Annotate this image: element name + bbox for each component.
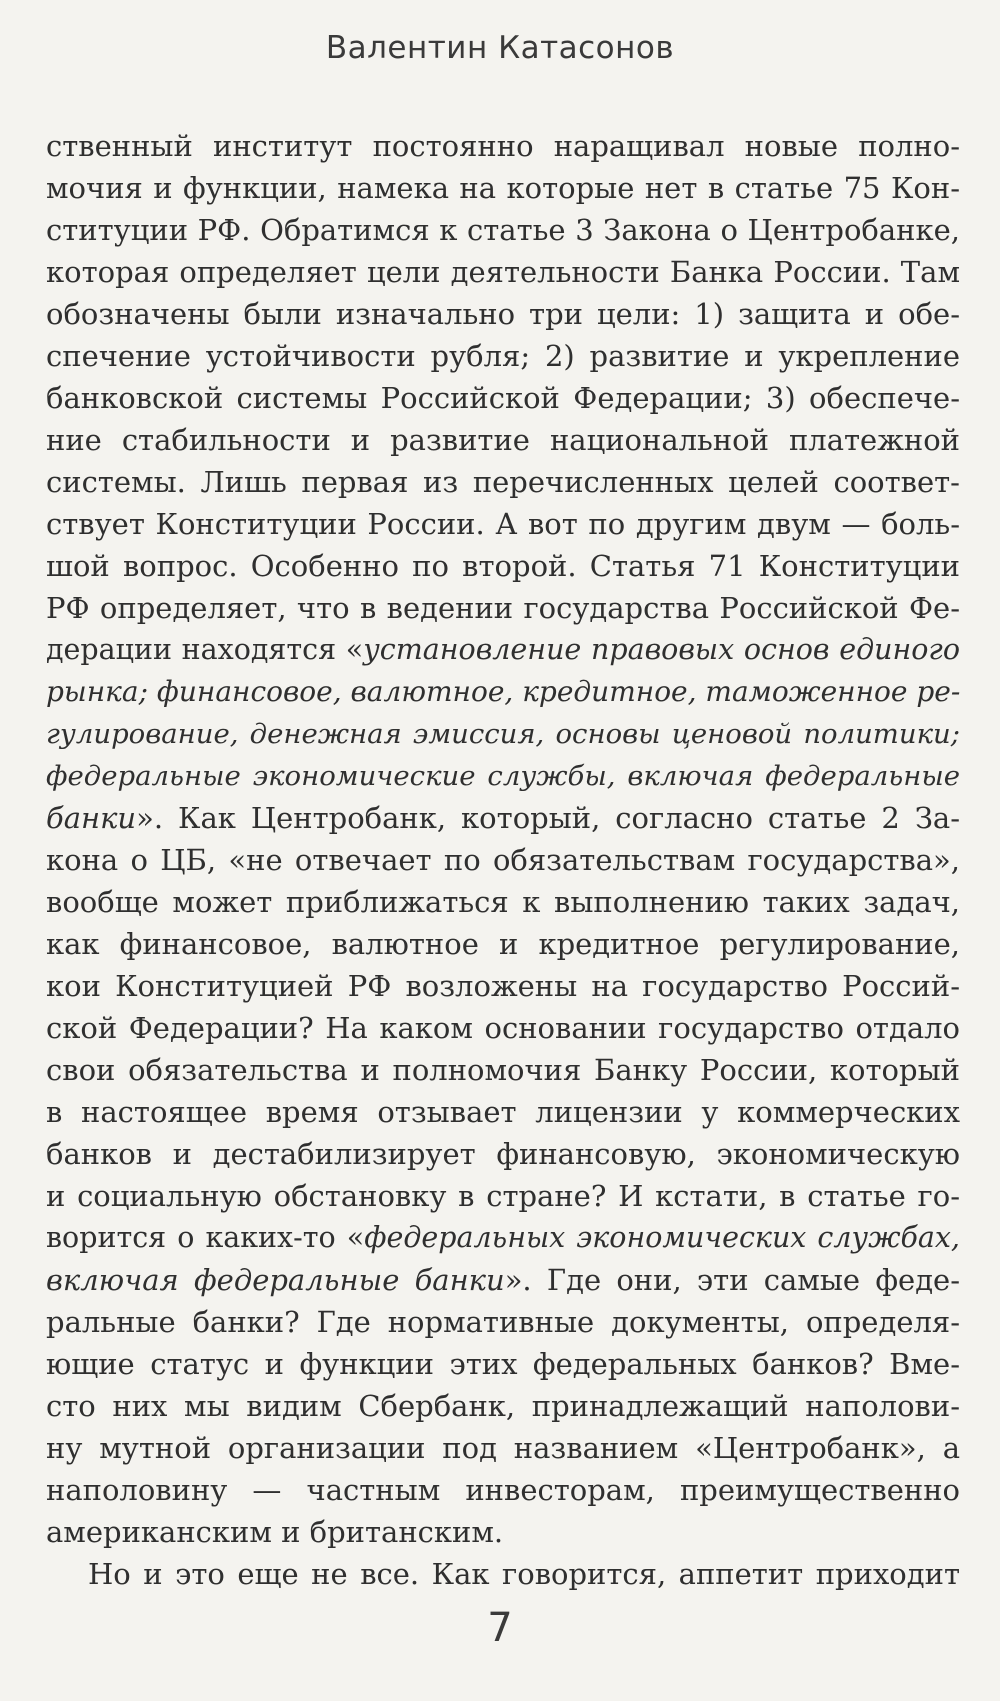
text-line <box>46 629 960 671</box>
text-segment: сто них мы видим Сбербанк, принадлежащий наполови- <box>46 1389 960 1423</box>
text-line <box>46 1175 960 1217</box>
italic-quote-segment: рынка; финансовое, валютное, кредитное, таможенное ре- <box>46 675 960 708</box>
text-segment: шой вопрос. Особенно по второй. Статья 71 Конституции <box>46 549 960 583</box>
text-segment: и социальную обстановку в стране? И кстати, в статье го- <box>46 1179 960 1213</box>
text-line <box>46 545 960 587</box>
text-line <box>46 587 960 629</box>
italic-quote-segment: гулирование, денежная эмиссия, основы ценовой политики; <box>46 718 960 750</box>
text-line <box>46 671 960 713</box>
italic-quote-segment: федеральных экономических службах, <box>364 1221 960 1254</box>
text-segment: кона о ЦБ, «не отвечает по обязательствам государства», <box>46 843 960 877</box>
text-segment: ющие статус и функции этих федеральных банков? Вме- <box>46 1347 960 1381</box>
text-line <box>46 125 960 167</box>
running-header-author: Валентин Катасонов <box>325 30 675 66</box>
text-segment: ». Где они, эти самые феде- <box>504 1263 960 1297</box>
text-line <box>46 461 960 503</box>
italic-quote-segment: федеральные экономические службы, включая федеральные <box>46 760 960 792</box>
text-segment: банков и дестабилизирует финансовую, экономическую <box>46 1137 960 1171</box>
text-segment: спечение устойчивости рубля; 2) развитие и укрепление <box>46 339 960 373</box>
text-line <box>46 1511 960 1553</box>
text-line <box>46 1343 960 1385</box>
text-line <box>46 1301 960 1343</box>
text-segment: системы. Лишь первая из перечисленных целей соответ- <box>46 465 960 499</box>
text-segment: ствует Конституции России. А вот по другим двум — боль- <box>46 507 960 541</box>
text-line <box>46 335 960 377</box>
text-segment: Но и это еще не все. Как говорится, аппетит приходит <box>88 1557 960 1591</box>
text-line <box>46 965 960 1007</box>
text-line <box>46 881 960 923</box>
text-line <box>46 167 960 209</box>
text-line <box>46 839 960 881</box>
text-line <box>46 1007 960 1049</box>
text-line <box>46 1091 960 1133</box>
text-segment: свои обязательства и полномочия Банку России, который <box>46 1053 960 1087</box>
text-line <box>46 419 960 461</box>
text-line <box>46 923 960 965</box>
text-segment: наполовину — частным инвесторам, преимущественно <box>46 1473 960 1507</box>
text-segment: банковской системы Российской Федерации; 3) обеспече- <box>46 381 960 415</box>
text-line <box>46 1217 960 1259</box>
text-segment: которая определяет цели деятельности Банка России. Там <box>46 255 960 289</box>
text-line <box>46 293 960 335</box>
text-segment: кои Конституцией РФ возложены на государство Россий- <box>46 969 960 1003</box>
text-segment: ственный институт постоянно наращивал новые полно- <box>46 129 960 163</box>
text-segment: обозначены были изначально три цели: 1) защита и обе- <box>46 297 960 331</box>
text-line <box>46 1385 960 1427</box>
text-line <box>46 251 960 293</box>
text-segment: ние стабильности и развитие национальной платежной <box>46 423 960 457</box>
text-segment: ституции РФ. Обратимся к статье 3 Закона о Центробанке, <box>46 213 960 247</box>
italic-quote-segment: установление правовых основ единого <box>363 633 960 666</box>
text-line <box>46 797 960 839</box>
text-line <box>46 1259 960 1301</box>
text-line <box>46 713 960 755</box>
text-segment: американским и британским. <box>46 1515 504 1549</box>
text-line <box>46 1553 960 1595</box>
text-segment: в настоящее время отзывает лицензии у коммерческих <box>46 1095 960 1129</box>
text-line <box>46 1133 960 1175</box>
text-segment: ворится о каких-то « <box>46 1221 365 1254</box>
text-line <box>46 1427 960 1469</box>
italic-quote-segment: банки <box>46 801 137 835</box>
text-line <box>46 209 960 251</box>
text-segment: ской Федерации? На каком основании государство отдало <box>46 1011 960 1045</box>
text-line <box>46 1469 960 1511</box>
text-segment: дерации находятся « <box>46 633 364 666</box>
text-segment: ральные банки? Где нормативные документы, определя- <box>46 1305 960 1339</box>
text-line <box>46 755 960 797</box>
text-segment: ». Как Центробанк, который, согласно статье 2 За- <box>136 801 960 835</box>
text-line <box>46 1049 960 1091</box>
text-segment: РФ определяет, что в ведении государства Российской Фе- <box>46 591 960 625</box>
italic-quote-segment: включая федеральные банки <box>46 1263 505 1297</box>
body-text <box>46 125 960 1595</box>
page-number: 7 <box>487 1605 513 1651</box>
text-line <box>46 503 960 545</box>
text-segment: ну мутной организации под названием «Центробанк», а <box>46 1431 960 1465</box>
text-segment: вообще может приближаться к выполнению таких задач, <box>46 885 960 919</box>
text-segment: как финансовое, валютное и кредитное регулирование, <box>46 927 960 961</box>
text-line <box>46 377 960 419</box>
text-segment: мочия и функции, намека на которые нет в статье 75 Кон- <box>46 171 960 205</box>
